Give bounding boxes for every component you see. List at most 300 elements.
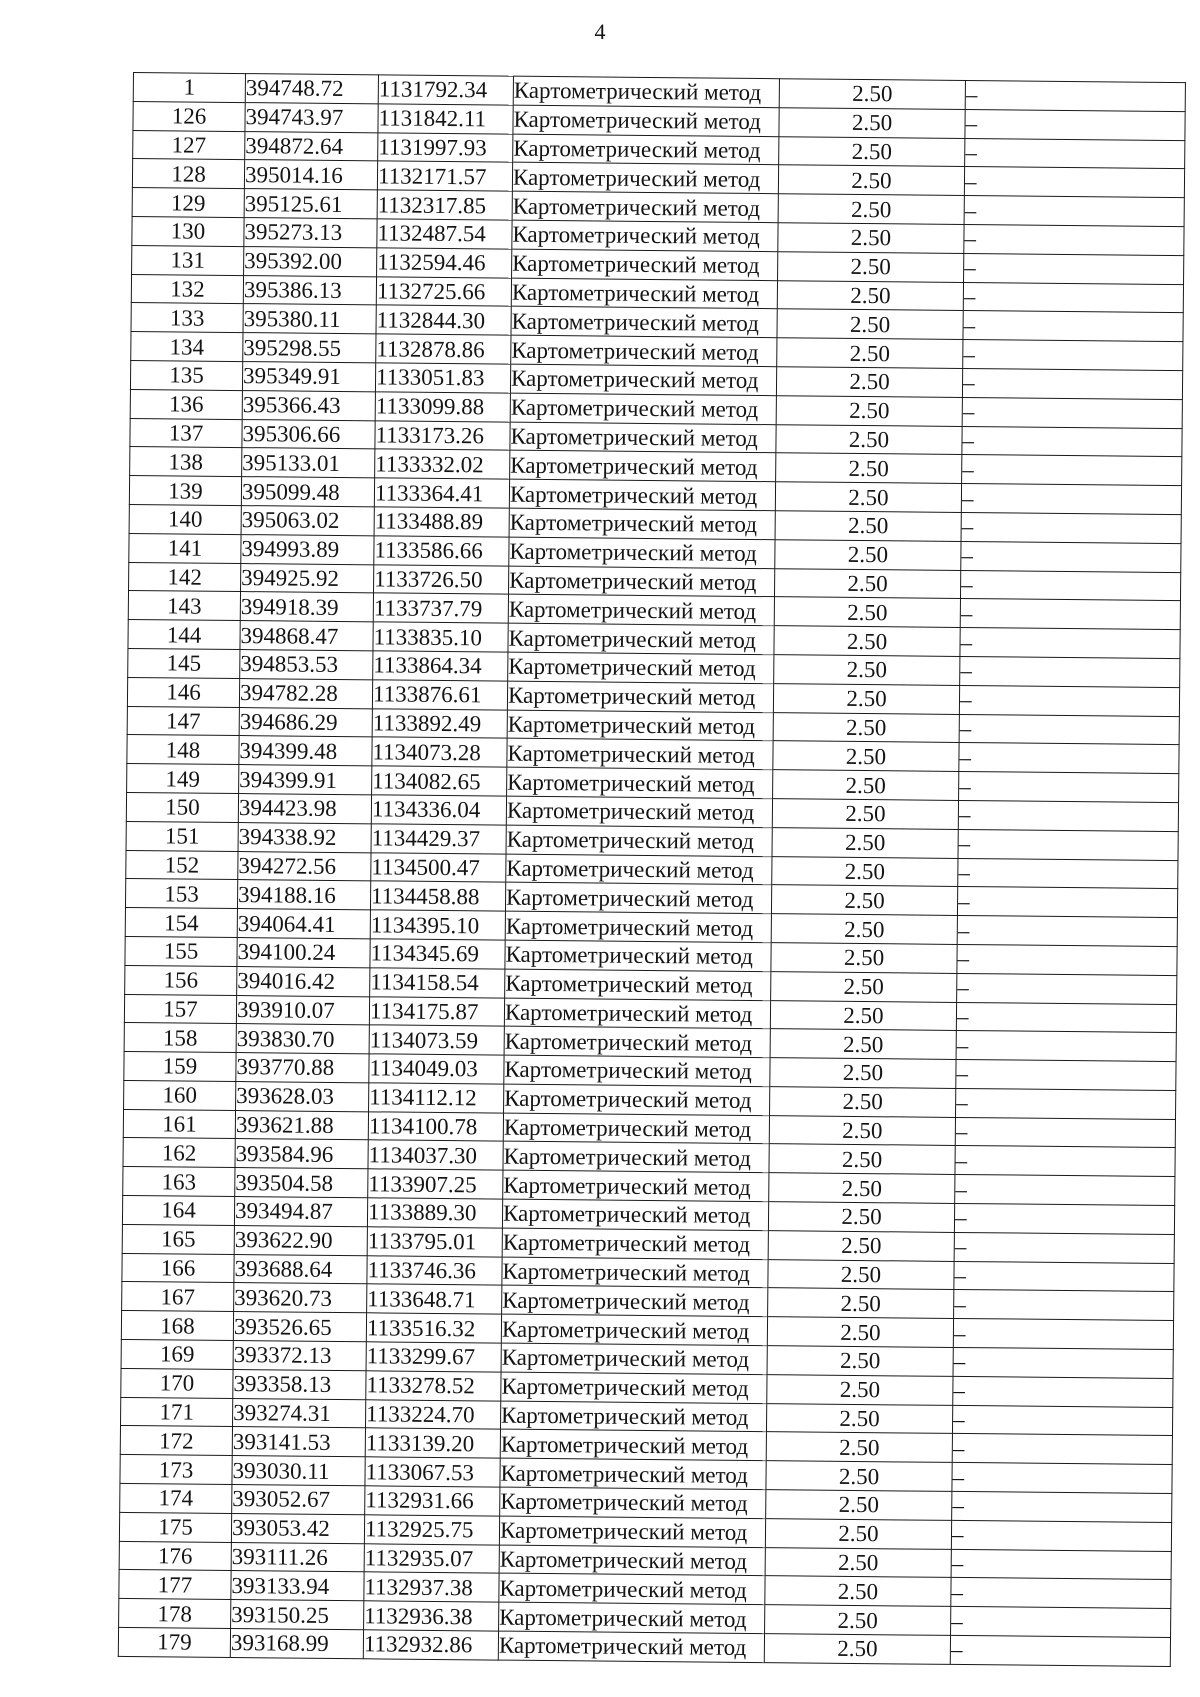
description-cell: – — [962, 426, 1182, 457]
method-cell: Картометрический метод — [508, 652, 774, 683]
point-number-cell: 177 — [119, 1570, 231, 1600]
method-cell: Картометрический метод — [502, 1286, 768, 1317]
description-cell: – — [963, 340, 1183, 371]
accuracy-cell: 2.50 — [775, 539, 961, 570]
description-cell: – — [959, 714, 1179, 745]
x-coordinate-cell: 393052.67 — [232, 1485, 365, 1515]
x-coordinate-cell: 394016.42 — [237, 966, 370, 996]
y-coordinate-cell: 1134100.78 — [368, 1111, 503, 1141]
accuracy-cell: 2.50 — [778, 165, 964, 196]
y-coordinate-cell: 1133051.83 — [375, 363, 510, 393]
method-cell: Картометрический метод — [511, 307, 777, 338]
y-coordinate-cell: 1134112.12 — [369, 1083, 504, 1113]
accuracy-cell: 2.50 — [769, 1144, 955, 1175]
x-coordinate-cell: 395298.55 — [243, 333, 376, 363]
description-cell: – — [965, 138, 1185, 169]
point-number-cell: 148 — [127, 735, 239, 765]
y-coordinate-cell: 1132844.30 — [376, 305, 511, 335]
y-coordinate-cell: 1131842.11 — [378, 104, 513, 134]
method-cell: Картометрический метод — [510, 450, 776, 481]
accuracy-cell: 2.50 — [777, 280, 963, 311]
x-coordinate-cell: 393030.11 — [232, 1456, 365, 1486]
description-cell: – — [953, 1376, 1173, 1407]
coordinates-table — [118, 72, 1186, 1667]
accuracy-cell: 2.50 — [769, 1173, 955, 1204]
description-cell: – — [962, 455, 1182, 486]
description-cell: – — [959, 685, 1179, 716]
description-cell: – — [954, 1261, 1174, 1292]
point-number-cell: 168 — [121, 1311, 233, 1341]
x-coordinate-cell: 393133.94 — [231, 1571, 364, 1601]
point-number-cell: 172 — [120, 1426, 232, 1456]
point-number-cell: 161 — [123, 1109, 235, 1139]
method-cell: Картометрический метод — [510, 393, 776, 424]
point-number-cell: 143 — [128, 591, 240, 621]
point-number-cell: 149 — [127, 764, 239, 794]
accuracy-cell: 2.50 — [776, 395, 962, 426]
description-cell: – — [951, 1549, 1171, 1580]
x-coordinate-cell: 393526.65 — [233, 1312, 366, 1342]
point-number-cell: 132 — [131, 274, 243, 304]
method-cell: Картометрический метод — [499, 1602, 765, 1633]
description-cell: – — [964, 224, 1184, 255]
point-number-cell: 134 — [131, 332, 243, 362]
description-cell: – — [958, 800, 1178, 831]
point-number-cell: 160 — [124, 1080, 236, 1110]
x-coordinate-cell: 394423.98 — [238, 793, 371, 823]
point-number-cell: 137 — [130, 418, 242, 448]
x-coordinate-cell: 394399.91 — [239, 765, 372, 795]
accuracy-cell: 2.50 — [770, 1029, 956, 1060]
description-cell: – — [954, 1232, 1174, 1263]
point-number-cell: 135 — [130, 360, 242, 390]
description-cell: – — [958, 858, 1178, 889]
point-number-cell: 179 — [118, 1627, 230, 1657]
y-coordinate-cell: 1133907.25 — [368, 1169, 503, 1199]
accuracy-cell: 2.50 — [769, 1115, 955, 1146]
y-coordinate-cell: 1134082.65 — [372, 766, 507, 796]
y-coordinate-cell: 1134073.59 — [369, 1025, 504, 1055]
method-cell: Картометрический метод — [501, 1372, 767, 1403]
accuracy-cell: 2.50 — [770, 1087, 956, 1118]
x-coordinate-cell: 394338.92 — [238, 822, 371, 852]
method-cell: Картометрический метод — [505, 882, 771, 913]
method-cell: Картометрический метод — [502, 1228, 768, 1259]
method-cell: Картометрический метод — [499, 1545, 765, 1576]
point-number-cell: 145 — [128, 648, 240, 678]
method-cell: Картометрический метод — [507, 681, 773, 712]
method-cell: Картометрический метод — [505, 969, 771, 1000]
x-coordinate-cell: 395099.48 — [241, 477, 374, 507]
point-number-cell: 129 — [132, 188, 244, 218]
description-cell: – — [959, 772, 1179, 803]
accuracy-cell: 2.50 — [771, 885, 957, 916]
point-number-cell: 175 — [119, 1512, 231, 1542]
x-coordinate-cell: 395392.00 — [244, 246, 377, 276]
point-number-cell: 139 — [129, 476, 241, 506]
coordinates-sheet — [118, 72, 1185, 1667]
x-coordinate-cell: 394868.47 — [240, 621, 373, 651]
accuracy-cell: 2.50 — [779, 108, 965, 139]
method-cell: Картометрический метод — [512, 163, 778, 194]
point-number-cell: 146 — [127, 677, 239, 707]
x-coordinate-cell: 393494.87 — [234, 1197, 367, 1227]
y-coordinate-cell: 1132878.86 — [376, 334, 511, 364]
y-coordinate-cell: 1132594.46 — [377, 248, 512, 278]
x-coordinate-cell: 395380.11 — [243, 304, 376, 334]
accuracy-cell: 2.50 — [775, 511, 961, 542]
y-coordinate-cell: 1132725.66 — [376, 276, 511, 306]
x-coordinate-cell: 394918.39 — [240, 592, 373, 622]
method-cell: Картометрический метод — [498, 1631, 764, 1662]
y-coordinate-cell: 1133224.70 — [365, 1399, 500, 1429]
description-cell: – — [953, 1319, 1173, 1350]
description-cell: – — [959, 743, 1179, 774]
description-cell: – — [952, 1434, 1172, 1465]
description-cell: – — [956, 1002, 1176, 1033]
x-coordinate-cell: 394872.64 — [245, 131, 378, 161]
description-cell: – — [964, 167, 1184, 198]
description-cell: – — [961, 484, 1181, 515]
x-coordinate-cell: 393628.03 — [236, 1081, 369, 1111]
accuracy-cell: 2.50 — [772, 856, 958, 887]
point-number-cell: 154 — [125, 908, 237, 938]
method-cell: Картометрический метод — [510, 364, 776, 395]
x-coordinate-cell: 395273.13 — [244, 218, 377, 248]
description-cell: – — [961, 512, 1181, 543]
description-cell: – — [957, 887, 1177, 918]
x-coordinate-cell: 394064.41 — [237, 909, 370, 939]
accuracy-cell: 2.50 — [766, 1490, 952, 1521]
y-coordinate-cell: 1132171.57 — [377, 161, 512, 191]
accuracy-cell: 2.50 — [774, 626, 960, 657]
method-cell: Картометрический метод — [503, 1170, 769, 1201]
x-coordinate-cell: 393688.64 — [234, 1254, 367, 1284]
description-cell: – — [961, 541, 1181, 572]
description-cell: – — [956, 1088, 1176, 1119]
point-number-cell: 128 — [132, 159, 244, 189]
y-coordinate-cell: 1133364.41 — [374, 478, 509, 508]
accuracy-cell: 2.50 — [776, 453, 962, 484]
y-coordinate-cell: 1131792.34 — [378, 75, 513, 105]
accuracy-cell: 2.50 — [777, 338, 963, 369]
description-cell: – — [957, 916, 1177, 947]
x-coordinate-cell: 393168.99 — [230, 1629, 363, 1659]
accuracy-cell: 2.50 — [773, 741, 959, 772]
description-cell: – — [955, 1146, 1175, 1177]
accuracy-cell: 2.50 — [779, 79, 965, 110]
x-coordinate-cell: 394100.24 — [237, 937, 370, 967]
x-coordinate-cell: 395366.43 — [242, 390, 375, 420]
description-cell: – — [957, 944, 1177, 975]
method-cell: Картометрический метод — [507, 767, 773, 798]
x-coordinate-cell: 393620.73 — [234, 1283, 367, 1313]
y-coordinate-cell: 1134395.10 — [370, 910, 505, 940]
accuracy-cell: 2.50 — [772, 827, 958, 858]
accuracy-cell: 2.50 — [776, 424, 962, 455]
y-coordinate-cell: 1133139.20 — [365, 1428, 500, 1458]
description-cell: – — [957, 973, 1177, 1004]
description-cell: – — [963, 311, 1183, 342]
y-coordinate-cell: 1134049.03 — [369, 1054, 504, 1084]
point-number-cell: 155 — [125, 936, 237, 966]
accuracy-cell: 2.50 — [775, 482, 961, 513]
description-cell: – — [960, 599, 1180, 630]
y-coordinate-cell: 1134158.54 — [370, 968, 505, 998]
x-coordinate-cell: 393622.90 — [234, 1225, 367, 1255]
point-number-cell: 141 — [129, 533, 241, 563]
point-number-cell: 165 — [122, 1224, 234, 1254]
point-number-cell: 156 — [125, 965, 237, 995]
method-cell: Картометрический метод — [503, 1113, 769, 1144]
method-cell: Картометрический метод — [500, 1430, 766, 1461]
method-cell: Картометрический метод — [502, 1199, 768, 1230]
method-cell: Картометрический метод — [503, 1142, 769, 1173]
y-coordinate-cell: 1131997.93 — [378, 132, 513, 162]
method-cell: Картометрический метод — [509, 537, 775, 568]
accuracy-cell: 2.50 — [768, 1288, 954, 1319]
point-number-cell: 131 — [132, 245, 244, 275]
point-number-cell: 163 — [123, 1167, 235, 1197]
method-cell: Картометрический метод — [507, 738, 773, 769]
x-coordinate-cell: 395306.66 — [242, 419, 375, 449]
point-number-cell: 173 — [120, 1455, 232, 1485]
y-coordinate-cell: 1132931.66 — [365, 1486, 500, 1516]
accuracy-cell: 2.50 — [768, 1259, 954, 1290]
accuracy-cell: 2.50 — [765, 1605, 951, 1636]
point-number-cell: 169 — [121, 1340, 233, 1370]
point-number-cell: 174 — [120, 1483, 232, 1513]
point-number-cell: 127 — [133, 130, 245, 160]
accuracy-cell: 2.50 — [774, 655, 960, 686]
x-coordinate-cell: 393584.96 — [235, 1139, 368, 1169]
y-coordinate-cell: 1132935.07 — [364, 1543, 499, 1573]
y-coordinate-cell: 1134336.04 — [371, 795, 506, 825]
y-coordinate-cell: 1133726.50 — [374, 564, 509, 594]
description-cell: – — [952, 1491, 1172, 1522]
y-coordinate-cell: 1133864.34 — [373, 651, 508, 681]
accuracy-cell: 2.50 — [778, 194, 964, 225]
point-number-cell: 138 — [130, 447, 242, 477]
description-cell: – — [952, 1463, 1172, 1494]
point-number-cell: 150 — [126, 792, 238, 822]
point-number-cell: 130 — [132, 216, 244, 246]
x-coordinate-cell: 394272.56 — [238, 851, 371, 881]
description-cell: – — [962, 368, 1182, 399]
y-coordinate-cell: 1132936.38 — [364, 1601, 499, 1631]
y-coordinate-cell: 1133795.01 — [367, 1227, 502, 1257]
description-cell: – — [960, 656, 1180, 687]
y-coordinate-cell: 1134175.87 — [369, 996, 504, 1026]
method-cell: Картометрический метод — [500, 1401, 766, 1432]
point-number-cell: 157 — [124, 994, 236, 1024]
description-cell: – — [951, 1578, 1171, 1609]
x-coordinate-cell: 395349.91 — [242, 362, 375, 392]
description-cell: – — [955, 1175, 1175, 1206]
accuracy-cell: 2.50 — [771, 971, 957, 1002]
method-cell: Картометрический метод — [508, 623, 774, 654]
y-coordinate-cell: 1133299.67 — [366, 1342, 501, 1372]
y-coordinate-cell: 1134429.37 — [371, 824, 506, 854]
accuracy-cell: 2.50 — [779, 136, 965, 167]
x-coordinate-cell: 395063.02 — [241, 506, 374, 536]
accuracy-cell: 2.50 — [765, 1547, 951, 1578]
description-cell: – — [965, 109, 1185, 140]
y-coordinate-cell: 1133488.89 — [374, 507, 509, 537]
accuracy-cell: 2.50 — [776, 367, 962, 398]
point-number-cell: 159 — [124, 1052, 236, 1082]
method-cell: Картометрический метод — [509, 566, 775, 597]
x-coordinate-cell: 393621.88 — [235, 1110, 368, 1140]
accuracy-cell: 2.50 — [778, 251, 964, 282]
y-coordinate-cell: 1133586.66 — [374, 536, 509, 566]
x-coordinate-cell: 393770.88 — [236, 1053, 369, 1083]
description-cell: – — [964, 196, 1184, 227]
x-coordinate-cell: 394399.48 — [239, 736, 372, 766]
accuracy-cell: 2.50 — [773, 683, 959, 714]
accuracy-cell: 2.50 — [766, 1461, 952, 1492]
method-cell: Картометрический метод — [500, 1458, 766, 1489]
method-cell: Картометрический метод — [510, 422, 776, 453]
accuracy-cell: 2.50 — [773, 770, 959, 801]
x-coordinate-cell: 394782.28 — [239, 678, 372, 708]
accuracy-cell: 2.50 — [772, 799, 958, 830]
method-cell: Картометрический метод — [513, 76, 779, 107]
method-cell: Картометрический метод — [506, 825, 772, 856]
method-cell: Картометрический метод — [512, 249, 778, 280]
y-coordinate-cell: 1134345.69 — [370, 939, 505, 969]
accuracy-cell: 2.50 — [774, 597, 960, 628]
description-cell: – — [956, 1031, 1176, 1062]
x-coordinate-cell: 394686.29 — [239, 707, 372, 737]
x-coordinate-cell: 393830.70 — [236, 1024, 369, 1054]
y-coordinate-cell: 1133067.53 — [365, 1457, 500, 1487]
accuracy-cell: 2.50 — [766, 1403, 952, 1434]
x-coordinate-cell: 394853.53 — [240, 649, 373, 679]
y-coordinate-cell: 1133889.30 — [367, 1198, 502, 1228]
description-cell: – — [956, 1060, 1176, 1091]
accuracy-cell: 2.50 — [770, 1058, 956, 1089]
y-coordinate-cell: 1133516.32 — [366, 1313, 501, 1343]
x-coordinate-cell: 394925.92 — [241, 563, 374, 593]
method-cell: Картометрический метод — [507, 710, 773, 741]
description-cell: – — [960, 570, 1180, 601]
x-coordinate-cell: 395014.16 — [244, 160, 377, 190]
point-number-cell: 176 — [119, 1541, 231, 1571]
coordinates-table-body — [118, 73, 1185, 1667]
x-coordinate-cell: 393910.07 — [236, 995, 369, 1025]
method-cell: Картометрический метод — [504, 1055, 770, 1086]
point-number-cell: 162 — [123, 1138, 235, 1168]
method-cell: Картометрический метод — [499, 1574, 765, 1605]
y-coordinate-cell: 1133278.52 — [366, 1371, 501, 1401]
point-number-cell: 151 — [126, 821, 238, 851]
accuracy-cell: 2.50 — [767, 1317, 953, 1348]
method-cell: Картометрический метод — [505, 940, 771, 971]
description-cell: – — [960, 628, 1180, 659]
method-cell: Картометрический метод — [509, 508, 775, 539]
accuracy-cell: 2.50 — [773, 712, 959, 743]
point-number-cell: 178 — [119, 1599, 231, 1629]
point-number-cell: 1 — [133, 73, 245, 103]
x-coordinate-cell: 393111.26 — [231, 1542, 364, 1572]
description-cell: – — [954, 1204, 1174, 1235]
point-number-cell: 166 — [122, 1253, 234, 1283]
method-cell: Картометрический метод — [505, 911, 771, 942]
point-number-cell: 142 — [129, 562, 241, 592]
x-coordinate-cell: 393141.53 — [232, 1427, 365, 1457]
point-number-cell: 153 — [125, 879, 237, 909]
point-number-cell: 164 — [122, 1196, 234, 1226]
point-number-cell: 144 — [128, 620, 240, 650]
method-cell: Картометрический метод — [512, 220, 778, 251]
method-cell: Картометрический метод — [502, 1257, 768, 1288]
accuracy-cell: 2.50 — [768, 1231, 954, 1262]
description-cell: – — [965, 80, 1185, 111]
accuracy-cell: 2.50 — [765, 1518, 951, 1549]
method-cell: Картометрический метод — [508, 594, 774, 625]
description-cell: – — [962, 397, 1182, 428]
y-coordinate-cell: 1133737.79 — [373, 593, 508, 623]
y-coordinate-cell: 1133876.61 — [372, 680, 507, 710]
y-coordinate-cell: 1133746.36 — [367, 1255, 502, 1285]
x-coordinate-cell: 393372.13 — [233, 1341, 366, 1371]
y-coordinate-cell: 1132487.54 — [377, 219, 512, 249]
y-coordinate-cell: 1134037.30 — [368, 1140, 503, 1170]
y-coordinate-cell: 1134073.28 — [372, 737, 507, 767]
x-coordinate-cell: 395125.61 — [244, 189, 377, 219]
method-cell: Картометрический метод — [504, 998, 770, 1029]
point-number-cell: 158 — [124, 1023, 236, 1053]
x-coordinate-cell: 393504.58 — [235, 1168, 368, 1198]
method-cell: Картометрический метод — [511, 335, 777, 366]
method-cell: Картометрический метод — [511, 278, 777, 309]
x-coordinate-cell: 393274.31 — [232, 1398, 365, 1428]
y-coordinate-cell: 1133099.88 — [375, 392, 510, 422]
x-coordinate-cell: 394748.72 — [245, 74, 378, 104]
description-cell: – — [958, 829, 1178, 860]
method-cell: Картометрический метод — [500, 1487, 766, 1518]
accuracy-cell: 2.50 — [767, 1375, 953, 1406]
description-cell: – — [951, 1607, 1171, 1638]
x-coordinate-cell: 395386.13 — [243, 275, 376, 305]
y-coordinate-cell: 1132932.86 — [363, 1630, 498, 1660]
method-cell: Картометрический метод — [509, 479, 775, 510]
x-coordinate-cell: 394188.16 — [237, 880, 370, 910]
method-cell: Картометрический метод — [506, 854, 772, 885]
description-cell: – — [963, 282, 1183, 313]
method-cell: Картометрический метод — [506, 796, 772, 827]
y-coordinate-cell: 1133892.49 — [372, 708, 507, 738]
point-number-cell: 167 — [122, 1282, 234, 1312]
y-coordinate-cell: 1134500.47 — [371, 852, 506, 882]
method-cell: Картометрический метод — [504, 1026, 770, 1057]
accuracy-cell: 2.50 — [771, 943, 957, 974]
y-coordinate-cell: 1132925.75 — [364, 1515, 499, 1545]
description-cell: – — [964, 253, 1184, 284]
x-coordinate-cell: 393053.42 — [231, 1513, 364, 1543]
method-cell: Картометрический метод — [512, 191, 778, 222]
point-number-cell: 126 — [133, 101, 245, 131]
method-cell: Картометрический метод — [513, 134, 779, 165]
accuracy-cell: 2.50 — [770, 1000, 956, 1031]
point-number-cell: 170 — [121, 1368, 233, 1398]
description-cell: – — [951, 1520, 1171, 1551]
x-coordinate-cell: 394743.97 — [245, 102, 378, 132]
point-number-cell: 171 — [121, 1397, 233, 1427]
accuracy-cell: 2.50 — [765, 1576, 951, 1607]
description-cell: – — [952, 1405, 1172, 1436]
